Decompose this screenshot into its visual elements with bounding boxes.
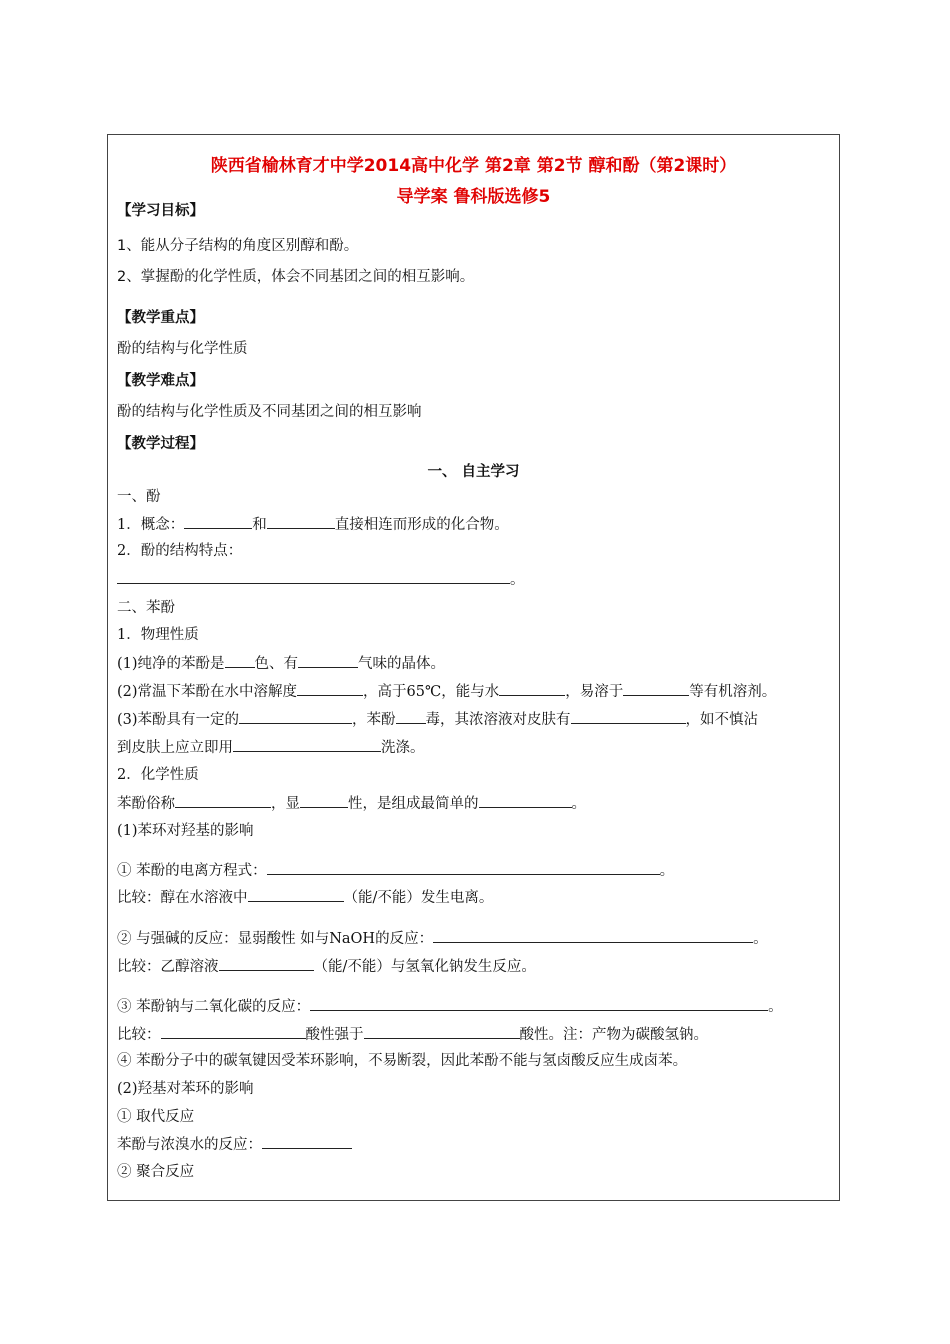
fill-blank (233, 737, 381, 752)
text: 。 (659, 863, 675, 879)
fill-blank (300, 793, 348, 808)
fill-blank (267, 514, 335, 529)
chemical-line-1 (117, 793, 586, 814)
concept-end: 直接相连而形成的化合物。 (334, 517, 509, 533)
polymerization-heading: ② 聚合反应 (117, 1164, 195, 1180)
fill-blank (364, 1024, 520, 1039)
fill-blank (225, 653, 255, 668)
naoh-reaction-line (117, 928, 768, 949)
phenol-concept-line (117, 514, 509, 535)
ionization-line (117, 860, 674, 881)
process-heading: 【教学过程】 (117, 436, 204, 452)
bromine-water-line (117, 1134, 352, 1155)
phenol-structure-blank-line (117, 569, 525, 590)
fill-blank (161, 1024, 306, 1039)
fill-blank (262, 1134, 352, 1149)
physical-line-1 (117, 653, 445, 674)
fill-blank (571, 709, 686, 724)
text: (3)苯酚具有一定的 (117, 712, 240, 728)
fill-blank (239, 709, 352, 724)
fill-blank (396, 709, 426, 724)
text: (1)纯净的苯酚是 (117, 656, 225, 672)
text: 气味的晶体。 (358, 656, 446, 672)
text: 。 (753, 931, 768, 947)
phenol-heading: 一、酚 (117, 489, 161, 505)
physical-line-3 (117, 709, 758, 730)
fill-blank (219, 956, 314, 971)
text: ，苯酚 (352, 712, 396, 728)
text: 比较：乙醇溶液 (117, 959, 219, 975)
chemical-properties-heading: 2．化学性质 (117, 767, 199, 783)
text: ，易溶于 (565, 684, 624, 700)
hydroxyl-effect-heading: (2)羟基对苯环的影响 (117, 1081, 254, 1097)
text: 苯酚俗称 (117, 796, 175, 812)
text: （能/不能）与氢氧化钠发生反应。 (313, 959, 536, 975)
ionization-compare (117, 887, 493, 908)
text: 毒，其浓溶液对皮肤有 (425, 712, 571, 728)
text: （能/不能）发生电离。 (343, 890, 494, 906)
text: 。 (768, 999, 783, 1015)
goal-2: 2、掌握酚的化学性质，体会不同基团之间的相互影响。 (117, 269, 475, 285)
concept-label: 1．概念： (117, 517, 185, 533)
document-title-line-1: 陕西省榆林育才中学2014高中化学 第2章 第2节 醇和酚（第2课时） (210, 156, 737, 176)
fill-blank (298, 653, 358, 668)
text: ，显 (271, 796, 300, 812)
fill-blank (267, 860, 660, 875)
physical-line-2 (117, 681, 776, 702)
physical-properties-heading: 1．物理性质 (117, 627, 199, 643)
substitution-heading: ① 取代反应 (117, 1109, 195, 1125)
text: 苯酚与浓溴水的反应： (117, 1137, 262, 1153)
text: 酸性。注：产物为碳酸氢钠。 (519, 1027, 708, 1043)
text: 洗涤。 (381, 740, 425, 756)
period: 。 (510, 572, 525, 588)
benzene-phenol-heading: 二、苯酚 (117, 600, 175, 616)
text: ，高于65℃，能与水 (363, 684, 500, 700)
fill-blank (248, 887, 344, 902)
phenol-structure-label: 2．酚的结构特点： (117, 543, 243, 559)
difficult-text: 酚的结构与化学性质及不同基团之间的相互影响 (117, 404, 422, 420)
text: ，如不慎沾 (685, 712, 759, 728)
difficult-heading: 【教学难点】 (117, 373, 204, 389)
text: ② 与强碱的反应：显弱酸性 如与NaOH的反应： (117, 931, 434, 947)
acidity-compare (117, 1024, 708, 1045)
fill-blank (297, 681, 363, 696)
text: 比较： (117, 1027, 161, 1043)
text: 酸性强于 (305, 1027, 364, 1043)
co-bond-note: ④ 苯酚分子中的碳氧键因受苯环影响，不易断裂，因此苯酚不能与氢卤酸反应生成卤苯。 (117, 1053, 688, 1069)
text: 色、有 (254, 656, 299, 672)
fill-blank (310, 996, 768, 1011)
ring-effect-heading: (1)苯环对羟基的影响 (117, 823, 254, 839)
text: 比较：醇在水溶液中 (117, 890, 248, 906)
fill-blank (499, 681, 565, 696)
text: (2)常温下苯酚在水中溶解度 (117, 684, 298, 700)
text: 。 (571, 796, 586, 812)
goal-1: 1、能从分子结构的角度区别醇和酚。 (117, 238, 359, 254)
text: ③ 苯酚钠与二氧化碳的反应： (117, 999, 311, 1015)
naoh-compare (117, 956, 536, 977)
text: 性，是组成最简单的 (348, 796, 479, 812)
physical-line-4 (117, 737, 425, 758)
fill-blank (184, 514, 252, 529)
text: 到皮肤上应立即用 (117, 740, 233, 756)
concept-and: 和 (252, 517, 267, 533)
self-study-heading: 一、 自主学习 (427, 464, 520, 480)
key-heading: 【教学重点】 (117, 310, 204, 326)
co2-reaction-line (117, 996, 783, 1017)
fill-blank (433, 928, 753, 943)
fill-blank (175, 793, 271, 808)
document-title-line-2: 导学案 鲁科版选修5 (396, 187, 551, 207)
goals-heading: 【学习目标】 (117, 203, 204, 219)
text: ① 苯酚的电离方程式： (117, 863, 267, 879)
fill-blank (117, 569, 510, 584)
fill-blank (479, 793, 572, 808)
key-text: 酚的结构与化学性质 (117, 341, 248, 357)
text: 等有机溶剂。 (689, 684, 777, 700)
fill-blank (623, 681, 689, 696)
